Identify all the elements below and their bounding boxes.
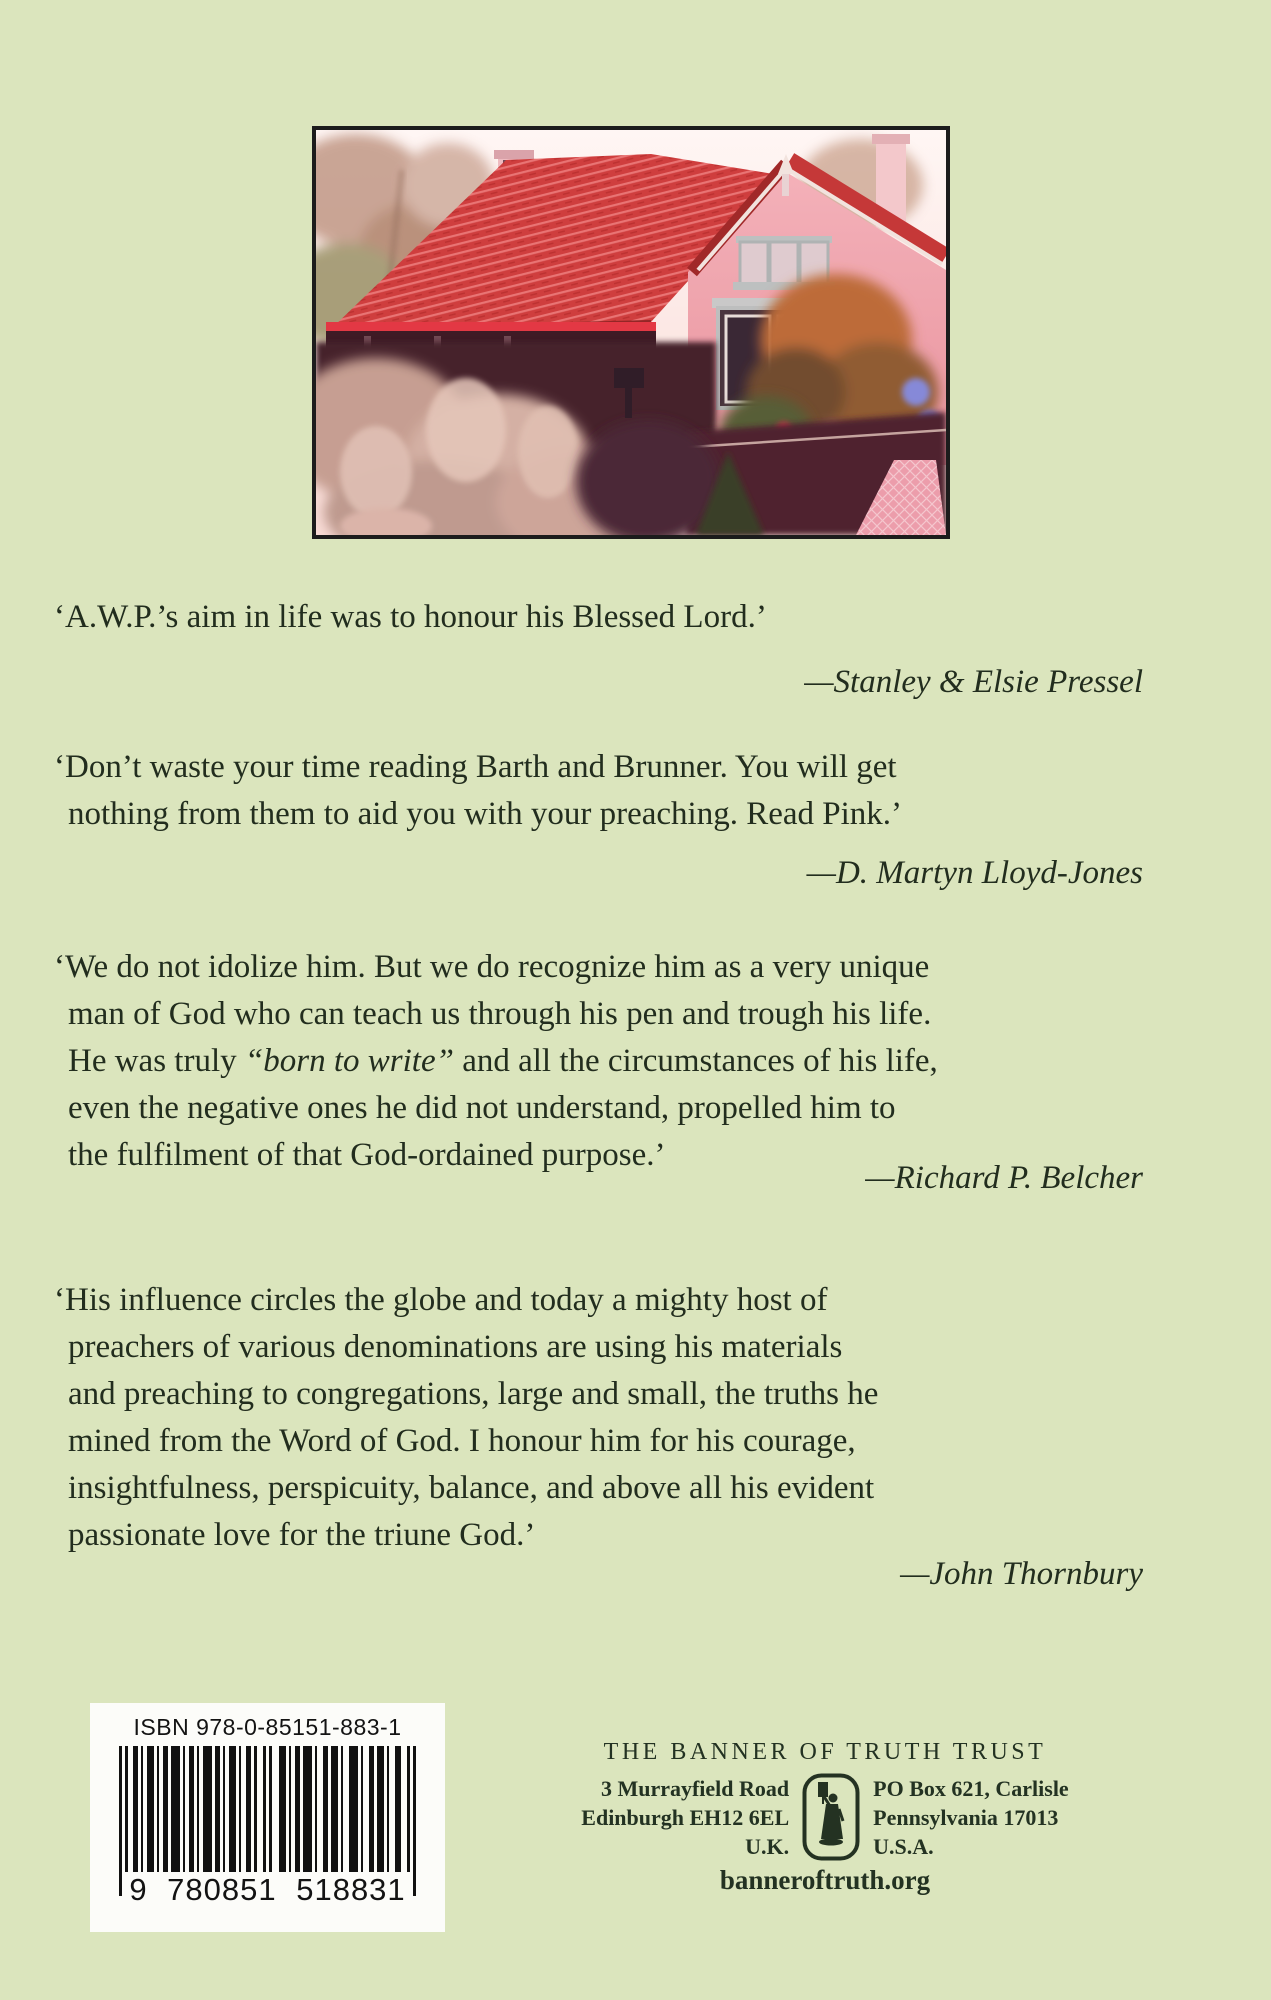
publisher-block xyxy=(500,1739,1150,1896)
quote-lines xyxy=(54,594,1143,641)
quote-line-post: and all the circumstances of his life, xyxy=(453,1043,938,1079)
publisher-addresses xyxy=(500,1773,1150,1861)
quote-attribution: —Richard P. Belcher xyxy=(865,1160,1143,1196)
address-line: PO Box 621, Carlisle xyxy=(873,1775,1069,1801)
banner-of-truth-logo xyxy=(802,1773,860,1861)
address-line: Edinburgh EH12 6EL xyxy=(581,1804,790,1830)
quote-line: the fulfilment of that God-ordained purpose.’ xyxy=(68,1137,666,1173)
house-illustration xyxy=(316,130,946,535)
pink-cast-overlay xyxy=(316,130,946,535)
quote-line: even the negative ones he did not understand, propelled him to xyxy=(68,1090,896,1126)
quote-line: ‘His influence circles the globe and today a mighty host of xyxy=(54,1282,828,1318)
quote-attribution: —Stanley & Elsie Pressel xyxy=(804,664,1143,700)
barcode-number: 9 780851 518831 xyxy=(124,1872,410,1908)
quote-line: ‘We do not idolize him. But we do recognize him as a very unique xyxy=(54,949,930,985)
address-line: U.K. xyxy=(745,1833,790,1859)
isbn-label: ISBN 978-0-85151-883-1 xyxy=(133,1714,402,1740)
publisher-website: banneroftruth.org xyxy=(719,1865,931,1895)
publisher-uk-address xyxy=(581,1774,789,1861)
quote-line: passionate love for the triune God.’ xyxy=(68,1517,536,1553)
cover-photo xyxy=(312,126,950,539)
quote-line: mined from the Word of God. I honour him for his courage, xyxy=(68,1423,856,1459)
quote-line: ‘A.W.P.’s aim in life was to honour his Blessed Lord.’ xyxy=(54,599,767,635)
quote-lines xyxy=(54,744,1143,838)
quote-line-with-italic xyxy=(68,1038,1143,1085)
quote-lines xyxy=(54,1277,1143,1559)
quote-attribution: —John Thornbury xyxy=(900,1556,1143,1592)
quote-block-4 xyxy=(54,1277,1143,1598)
quote-block-1 xyxy=(54,594,1143,706)
quote-line: and preaching to congregations, large and small, the truths he xyxy=(68,1376,879,1412)
quote-lines xyxy=(54,944,1143,1038)
quote-line: insightfulness, perspicuity, balance, and above all his evident xyxy=(68,1470,875,1506)
barcode-panel xyxy=(90,1703,445,1932)
publisher-name: THE BANNER OF TRUTH TRUST xyxy=(603,1739,1047,1765)
address-line: U.S.A. xyxy=(873,1833,934,1859)
quote-line: preachers of various denominations are using his materials xyxy=(68,1329,843,1365)
banner-of-truth-logo-icon xyxy=(802,1773,860,1861)
quote-block-3 xyxy=(54,944,1143,1202)
publisher-us-address xyxy=(873,1774,1069,1861)
address-line: Pennsylvania 17013 xyxy=(873,1804,1059,1830)
quote-attribution: —D. Martyn Lloyd-Jones xyxy=(806,855,1143,891)
quote-line-italic: “born to write” xyxy=(244,1043,454,1079)
quote-block-2 xyxy=(54,744,1143,897)
quote-line: nothing from them to aid you with your preaching. Read Pink.’ xyxy=(68,796,903,832)
quote-line: ‘Don’t waste your time reading Barth and Brunner. You will get xyxy=(54,749,897,785)
quote-line: man of God who can teach us through his pen and trough his life. xyxy=(68,996,932,1032)
address-line: 3 Murrayfield Road xyxy=(600,1775,790,1801)
quote-line-pre: He was truly xyxy=(68,1043,245,1079)
